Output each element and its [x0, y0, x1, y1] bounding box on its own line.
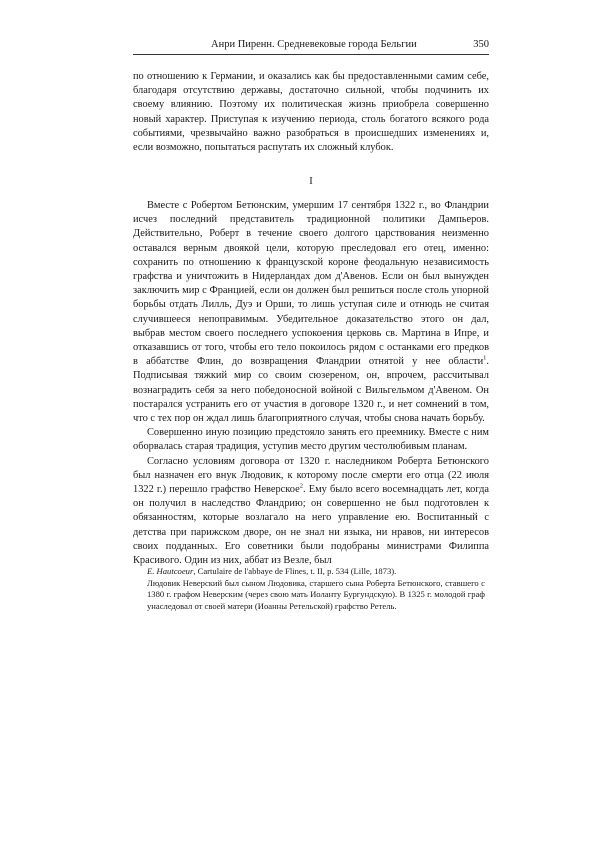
paragraph-3-text-a: Согласно условиям договора от 1320 г. наследником Роберта Бетюнского был назначен его внук Людовик, к которому после смерти его отца (22 июля 1322 г.) перешло графство Неверское	[133, 455, 489, 496]
intro-paragraph: по отношению к Германии, и оказались как бы предоставленными самим себе, благодаря отсутствию державы, достаточно сильной, чтобы подчинить их своему влиянию. Поэтому их политическая жизнь приобрела совершенно новый характер. Приступая к изучению периода, столь богатого всякого рода событиями, чрезвычайно важно разобраться в происшедших изменениях и, если возможно, попытаться распутать их сложный клубок.	[133, 71, 489, 154]
footnote-citation: , Cartulaire de l'abbaye de Flines, t. II, p. 534 (Lille, 1873).	[193, 566, 397, 576]
footnote-ref-2: 2	[299, 482, 303, 490]
footnote-2: Людовик Неверский был сыном Людовика, старшего сына Роберта Бетюнского, ставшего с 1380 г. графом Неверским (через свою мать Иоланту Бургундскую). В 1325 г. молодой граф унаследовал от своей матери (Иоанны Ретельской) графство Ретель.	[147, 577, 485, 611]
section-number: I	[309, 176, 313, 187]
paragraph-1	[133, 199, 489, 426]
paragraph-1-text-a: Вместе с Робертом Бетюнским, умершим 17 сентября 1322 г., во Фландрии исчез последний представитель традиционной политики Дампьеров. Действительно, Роберт в течение своего долгого царствования неизменно оставался верным двоякой цели, которую преследовал его отец, именно: сохранить по отношению к французской короне феодальную независимость графства и уничтожить в Нидерландах дом д'Авенов. Если он был вынужден заключить мир с Францией, если он должен был решиться после столь упорной борьбы отдать Лилль, Дуэ и Орши, то лишь уступая силе и отнюдь не считая случившееся непоправимым. Убедительное доказательство этого он дал, выбрав местом своего последнего успокоения церковь св. Мартина в Ипре, и отказавшись от того, чтобы его тело покоилось рядом с останками его предков в аббатстве Флин, до возвращения Фландрии отнятой у нее области	[133, 200, 489, 368]
header-rule	[133, 54, 489, 55]
paragraph-1-text-b: . Подписывая тяжкий мир со своим сюзереном, он, впрочем, рассчитывал вознаградить себя за него победоносной войной с Вильгельмом д'Авеном. Он постарался устранить его от участия в договоре 1320 г., и нет сомнений в том, что с тех пор он ждал лишь благоприятного случая, чтобы снова начать борьбу.	[133, 356, 489, 425]
main-text	[133, 199, 489, 568]
running-header	[133, 38, 489, 52]
intro-block	[133, 70, 489, 155]
footnote-author: E. Hautcoeur	[147, 566, 194, 576]
footnote-ref-1: 1	[483, 354, 487, 362]
paragraph-3	[133, 455, 489, 569]
footnotes	[147, 566, 485, 612]
header-title: Анри Пиренн. Средневековые города Бельгии	[211, 39, 417, 50]
page-number: 350	[473, 39, 489, 50]
footnote-1	[147, 566, 485, 578]
paragraph-3-text-b: . Ему было всего восемнадцать лет, когда он получил в наследство Фландрию; он совершенно не был подготовлен к обязанностям, которые возлагало на него управление ею. Воспитанный с детства при парижском дворе, он не знал ни языка, ни нравов, ни интересов своих подданных. Его советники были подобраны министрами Филиппа Красивого. Один из них, аббат из Везле, был	[133, 484, 489, 567]
paragraph-2: Совершенно иную позицию предстояло занять его преемнику. Вместе с ним оборвалась старая традиция, уступив место другим честолюбивым планам.	[133, 427, 489, 453]
